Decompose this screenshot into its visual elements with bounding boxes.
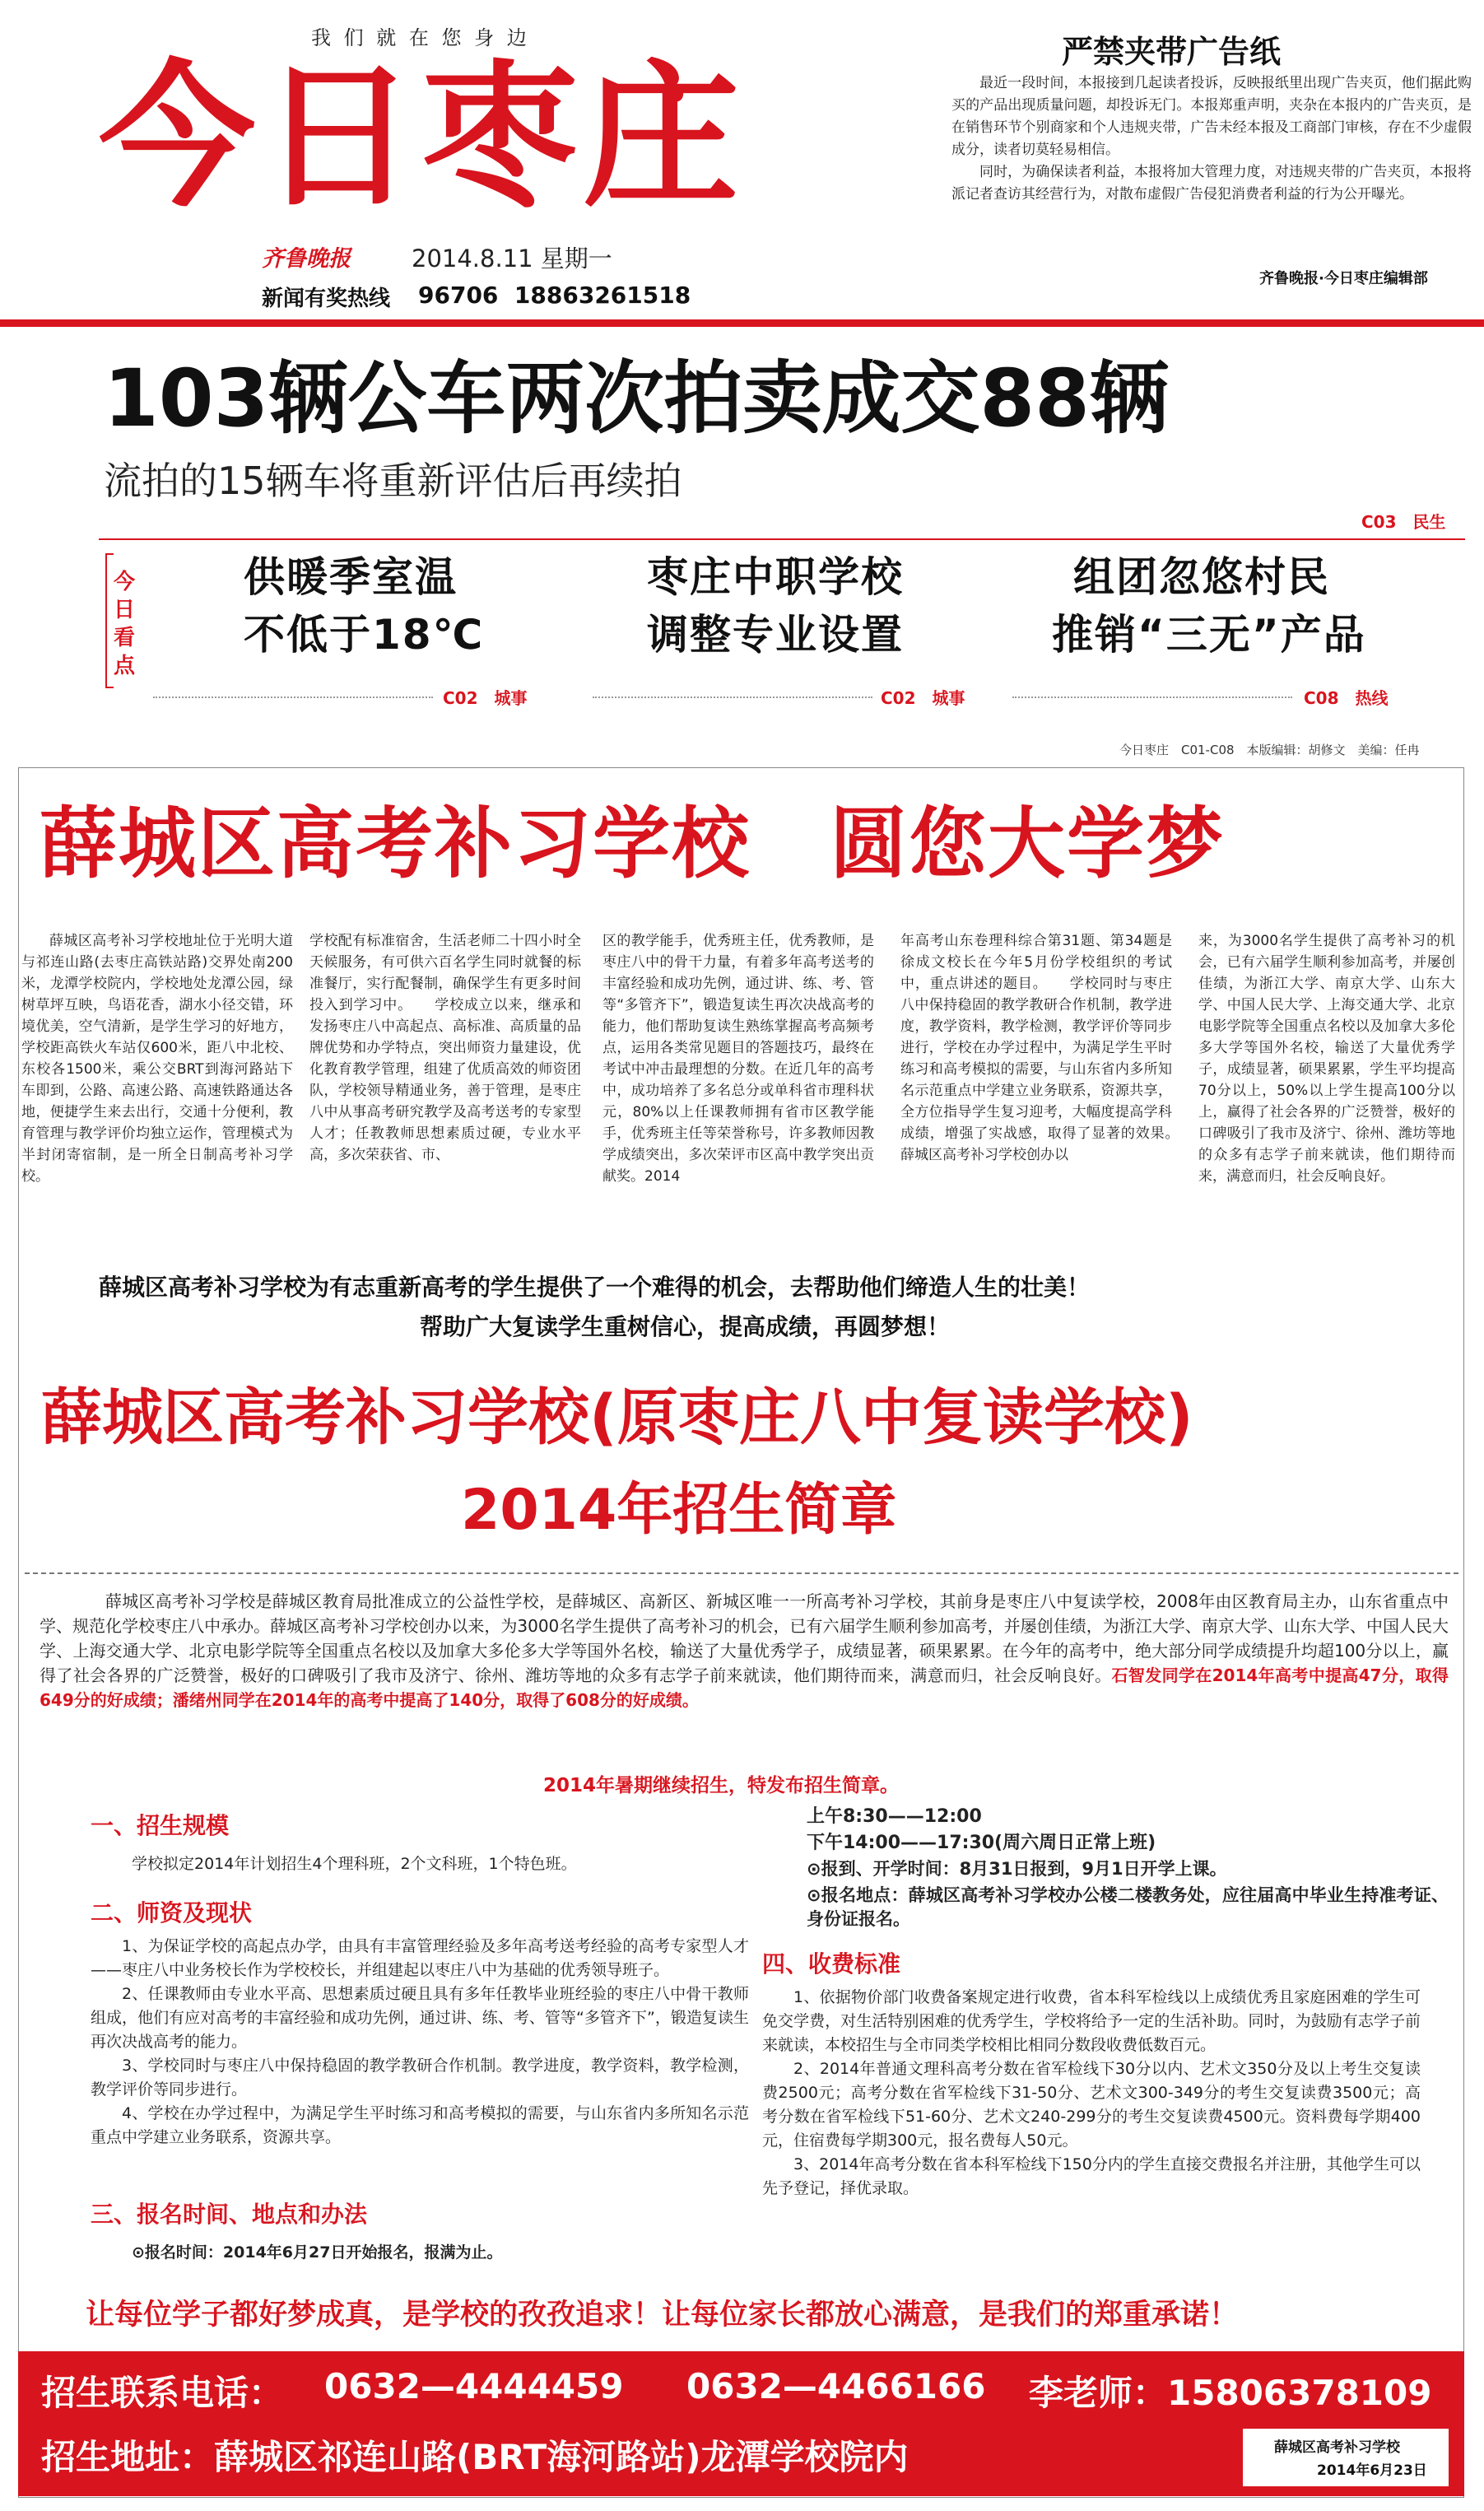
hotline-numbers: 96706 18863261518 <box>418 282 691 309</box>
section-4-item: 1、依据物价部门收费备案规定进行收费，省本科军检线以上成绩优秀且家庭困难的学生可免交学费，对生活特别困难的优秀学生，学校将给予一定的生活补助。同时，为鼓励有志学子前来就读，本校招生与全市同类学校相比相同分数段收费低数百元。 <box>762 1988 1421 2054</box>
main-subtitle: 流拍的15辆车将重新评估后再续拍 <box>104 459 682 503</box>
notice-paragraph: 最近一段时间，本报接到几起读者投诉，反映报纸里出现广告夹页，他们据此购买的产品出现质量问题，却投诉无门。本报郑重声明，夹杂在本报内的广告夹页，是在销售环节个别商家和个人违规夹带，广告未经本报及工商部门审核，存在不少虚假成分，读者切莫轻易相信。 <box>951 75 1472 158</box>
footer-school: 薛城区高考补习学校 <box>1274 2439 1400 2456</box>
look-item-2-section: 城事 <box>932 688 965 708</box>
today-look-bracket <box>105 553 114 688</box>
look-item-1-page: C02 <box>443 688 478 708</box>
notice-signature: 齐鲁晚报·今日枣庄编辑部 <box>1259 270 1428 287</box>
brochure-rule <box>25 1572 1458 1574</box>
headline-rule <box>99 538 1465 540</box>
registration-place: ⊙报名地点：薛城区高考补习学校办公楼二楼教务处，应往届高中毕业生持准考证、身份证报名。 <box>807 1885 1449 1929</box>
section-4-title: 四、收费标准 <box>762 1950 901 1978</box>
masthead-title: 今日枣庄 <box>99 46 745 228</box>
brochure-intro-highlight: 石智发同学在2014年高考中提高47分，取得649分的好成绩；潘绪州同学在2014年的高考中提高了140分，取得了608分的好成绩。 <box>40 1665 1449 1710</box>
ad-title: 薛城区高考补习学校 圆您大学梦 <box>40 799 1226 889</box>
section-4-body <box>762 1986 1421 2201</box>
page-info: 今日枣庄 C01-C08 本版编辑：胡修文 美编：任冉 <box>1119 743 1420 757</box>
section-3-title: 三、报名时间、地点和办法 <box>91 2201 368 2228</box>
phone-2[interactable]: 0632—4466166 <box>686 2366 986 2406</box>
section-2-item: 2、任课教师由专业水平高、思想素质过硬且具有多年任教毕业班经验的枣庄八中骨干教师组成，他们有应对高考的丰富经验和成功先例，通过讲、练、考、管等“多管齐下”，锻造复读生再次决战高考的能力。 <box>91 1985 749 2051</box>
section-2-item: 3、学校同时与枣庄八中保持稳固的教学教研合作机制。教学进度，教学资料，教学检测，教学评价等同步进行。 <box>91 2057 749 2099</box>
ad-column-1: 薛城区高考补习学校地址位于光明大道与祁连山路(去枣庄高铁站路)交界处南200米，龙潭学校院内，学校地处龙潭公园，绿树草坪互映，鸟语花香，湖水小径交错，环境优美，空气清新，是学生学习的好地方，学校距高铁火车站仅600米，距八中北校、东校各1500米，乘公交BRT到海河路站下车即到，公路、高速公路、高速铁路通达各地，便捷学生来去出行，交通十分便利，教育管理与教学评价均独立运作，管理模式为半封闭寄宿制，是一所全日制高考补习学校。 <box>21 933 293 1185</box>
today-look-label: 今日看点 <box>114 570 136 678</box>
section-2-item: 4、学校在办学过程中，为满足学生平时练习和高考模拟的需要，与山东省内多所知名示范重点中学建立业务联系，资源共享。 <box>91 2104 749 2146</box>
section-1-title: 一、招生规模 <box>91 1812 230 1839</box>
notice-title: 严禁夹带广告纸 <box>1062 34 1282 70</box>
look-item-1-section: 城事 <box>494 688 528 708</box>
ad-slogan-1: 薛城区高考补习学校为有志重新高考的学生提供了一个难得的机会，去帮助他们缔造人生的壮美！ <box>99 1274 1091 1301</box>
look-item-3-line2[interactable]: 推销“三无”产品 <box>1052 611 1366 659</box>
ad-column-5: 来，为3000名学生提供了高考补习的机会，已有六届学生顺利参加高考，并屡创佳绩，为浙江大学、南京大学、山东大学、中国人民大学、上海交通大学、北京电影学院等全国重点名校以及加拿大多伦多大学等国外名校，输送了大量优秀学子，成绩显著，硕果累累，学生平均提高70分以上，50%以上学生提高100分以上，赢得了社会各界的广泛赞誉，极好的口碑吸引了我市及济宁、徐州、潍坊等地的众多有志学子前来就读，他们期待而来，满意而归，社会反响良好。 <box>1198 933 1455 1185</box>
issue-date: 2014.8.11 星期一 <box>412 245 612 273</box>
partner-logo: 齐鲁晚报 <box>262 246 351 272</box>
address: 招生地址：薛城区祁连山路(BRT海河路站)龙潭学校院内 <box>41 2437 909 2477</box>
office-hours-am: 上午8:30——12:00 <box>807 1806 982 1827</box>
headline-ref-page: C03 <box>1361 512 1397 532</box>
ad-slogan-2: 帮助广大复读学生重树信心，提高成绩，再圆梦想！ <box>420 1313 951 1340</box>
section-2-title: 二、师资及现状 <box>91 1899 253 1926</box>
ad-column-3: 区的教学能手，优秀班主任，优秀教师，是枣庄八中的骨干力量，有着多年高考送考的丰富经验和成功先例，通过讲、练、考、管等“多管齐下”，锻造复读生再次决战高考的能力，他们帮助复读生熟练掌握高考高频考点，运用各类常见题目的答题技巧，最终在考试中冲击最理想的分数。在近几年的高考中，成功培养了多名总分或单科省市理科状元，80%以上任课教师拥有省市区教学能手，优秀班主任等荣誉称号，许多教师因教学成绩突出，多次荣评市区高中教学突出贡献奖。2014 <box>602 933 874 1185</box>
look-divider-3 <box>1012 696 1292 698</box>
look-item-2-line2[interactable]: 调整专业设置 <box>647 611 904 659</box>
masthead-divider <box>0 319 1484 327</box>
look-divider-1 <box>153 696 433 698</box>
main-headline: 103辆公车两次拍卖成交88辆 <box>104 352 1169 445</box>
section-3-body: ⊙报名时间：2014年6月27日开始报名，报满为止。 <box>132 2243 503 2262</box>
phone-1[interactable]: 0632—4444459 <box>324 2366 624 2406</box>
hotline-label: 新闻有奖热线 <box>262 287 391 311</box>
look-item-2-ref <box>881 685 965 709</box>
section-4-item: 2、2014年普通文理科高考分数在省军检线下30分以内、艺术文350分及以上考生交复读费2500元；高考分数在省军检线下31-50分、艺术文300-349分的考生交复读费3500元；高考分数在省军检线下51-60分、艺术文240-299分的考生交复读费4500元。资料费每学期400元，住宿费每学期300元，报名费每人50元。 <box>762 2060 1421 2150</box>
summer-note: 2014年暑期继续招生，特发布招生简章。 <box>543 1775 900 1796</box>
ad-column-4: 年高考山东卷理科综合第31题、第34题是徐成文校长在今年5月份学校组织的考试中，重点讲述的题目。 学校同时与枣庄八中保持稳固的教学教研合作机制，教学进度，教学资料，教学检测，教学评价等同步进行，学校在办学过程中，为满足学生平时练习和高考模拟的需要，与山东省内多所知名示范重点中学建立业务联系，资源共享，全方位指导学生复习迎考，大幅度提高学科成绩，增强了实战感，取得了显著的效果。 薛城区高考补习学校创办以 <box>900 933 1200 1163</box>
masthead-slogan: 我 们 就 在 您 身 边 <box>311 26 530 49</box>
look-divider-2 <box>593 696 872 698</box>
look-item-3-line1[interactable]: 组团忽悠村民 <box>1073 553 1330 601</box>
look-item-1-line1[interactable]: 供暖季室温 <box>244 553 458 601</box>
look-item-3-ref <box>1304 685 1389 709</box>
phone-label: 招生联系电话： <box>41 2373 284 2413</box>
teacher-phone[interactable]: 李老师：15806378109 <box>1029 2373 1432 2413</box>
section-2-body <box>91 1935 749 2150</box>
section-4-item: 3、2014年高考分数在省本科军检线下150分内的学生直接交费报名并注册，其他学生可以先予登记，择优录取。 <box>762 2155 1421 2197</box>
headline-ref-section: 民生 <box>1412 512 1446 532</box>
look-item-3-section: 热线 <box>1355 688 1389 708</box>
look-item-1-line2[interactable]: 不低于18℃ <box>244 611 485 659</box>
brochure-intro-text: 薛城区高考补习学校是薛城区教育局批准成立的公益性学校，是薛城区、高新区、新城区唯一一所高考补习学校，其前身是枣庄八中复读学校，2008年由区教育局主办，山东省重点中学、规范化学校枣庄八中承办。薛城区高考补习学校创办以来，为3000名学生提供了高考补习的机会，已有六届学生顺利参加高考，并屡创佳绩，为浙江大学、南京大学、山东大学、中国人民大学、上海交通大学、北京电影学院等全国重点名校以及加拿大多伦多大学等国外名校，输送了大量优秀学子，成绩显著，硕果累累。在今年的高考中，绝大部分同学成绩提升均超100分以上，赢得了社会各界的广泛赞誉，极好的口碑吸引了我市及济宁、徐州、潍坊等地的众多有志学子前来就读，他们期待而来，满意而归，社会反响良好。 <box>40 1591 1449 1685</box>
section-1-body: 学校拟定2014年计划招生4个理科班，2个文科班，1个特色班。 <box>132 1855 577 1873</box>
brochure-subtitle: 2014年招生简章 <box>461 1478 897 1543</box>
look-item-3-page: C08 <box>1304 688 1339 708</box>
notice-paragraph-2: 同时，为确保读者利益，本报将加大管理力度，对违规夹带的广告夹页，本报将派记者查访其经营行为，对散布虚假广告侵犯消费者利益的行为公开曝光。 <box>951 164 1472 203</box>
office-hours-pm: 下午14:00——17:30(周六周日正常上班) <box>807 1833 1156 1853</box>
brochure-title: 薛城区高考补习学校(原枣庄八中复读学校) <box>41 1382 1193 1453</box>
ad-column-2: 学校配有标准宿舍，生活老师二十四小时全天候服务，有可供六百名学生同时就餐的标准餐厅，实行配餐制，确保学生有更多时间投入到学习中。 学校成立以来，继承和发扬枣庄八中高起点、高标准、高质量的品牌优势和办学特点，突出师资力量建设，优化教育教学管理，组建了优质高效的师资团队，学校领导精通业务，善于管理，是枣庄八中从事高考研究教学及高考送考的专家型人才；任教教师思想素质过硬，专业水平高，多次荣获省、市、 <box>309 933 581 1163</box>
report-date: ⊙报到、开学时间：8月31日报到，9月1日开学上课。 <box>807 1859 1227 1879</box>
notice-body <box>951 72 1472 206</box>
footer-date: 2014年6月23日 <box>1317 2462 1427 2479</box>
look-item-2-line1[interactable]: 枣庄中职学校 <box>647 553 904 601</box>
headline-ref <box>1361 509 1446 533</box>
look-item-2-page: C02 <box>881 688 916 708</box>
brochure-intro <box>40 1589 1449 1712</box>
closing-slogan: 让每位学子都好梦成真，是学校的孜孜追求！让每位家长都放心满意，是我们的郑重承诺！ <box>86 2299 1239 2332</box>
look-item-1-ref <box>443 685 528 709</box>
section-2-item: 1、为保证学校的高起点办学，由具有丰富管理经验及多年高考送考经验的高考专家型人才——枣庄八中业务校长作为学校校长，并组建起以枣庄八中为基础的优秀领导班子。 <box>91 1937 749 1979</box>
